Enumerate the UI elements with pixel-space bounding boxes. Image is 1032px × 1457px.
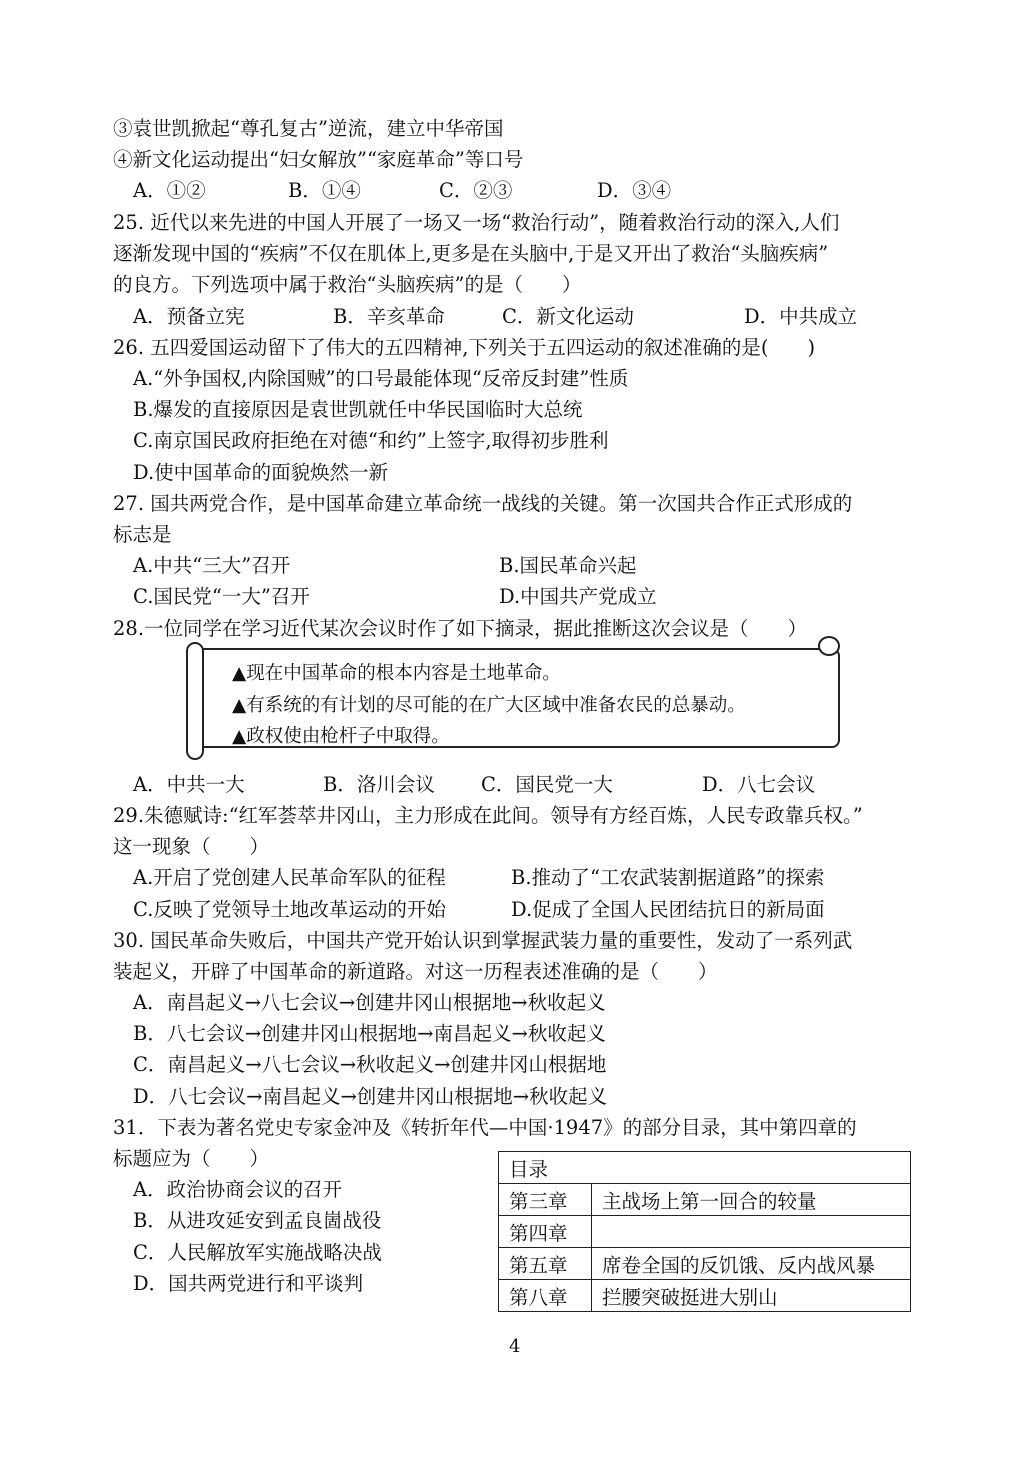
- scroll-quote-3: ▲政权使由枪杆子中取得。: [232, 726, 450, 747]
- scroll-curl-right: [818, 636, 840, 656]
- q31-stem-line2: 标题应为（ ）: [113, 1147, 270, 1170]
- q30-option-a: A．南昌起义→八七会议→创建井冈山根据地→秋收起义: [133, 991, 606, 1014]
- q26-stem: 26. 五四爱国运动留下了伟大的五四精神,下列关于五四运动的叙述准确的是( ): [113, 336, 816, 359]
- q26-option-c: C.南京国民政府拒绝在对德“和约”上签字,取得初步胜利: [133, 429, 609, 452]
- q25-option-c: C．新文化运动: [502, 305, 634, 328]
- q29-option-b: B.推动了“工农武装割据道路”的探索: [511, 866, 825, 889]
- quote-scroll: [196, 648, 840, 748]
- q25-stem-line3: 的良方。下列选项中属于救治“头脑疾病”的是（ ）: [113, 273, 582, 296]
- toc-header: 目录: [499, 1152, 911, 1184]
- q26-option-d: D.使中国革命的面貌焕然一新: [133, 461, 389, 484]
- q24-statement-4: ④新文化运动提出“妇女解放”“家庭革命”等口号: [113, 148, 524, 171]
- q24-statement-3: ③袁世凯掀起“尊孔复古”逆流，建立中华帝国: [113, 117, 504, 140]
- toc-chapter: 第四章: [499, 1216, 592, 1248]
- q31-option-c: C．人民解放军实施战略决战: [133, 1241, 382, 1264]
- table-row: [499, 1216, 911, 1248]
- q29-option-c: C.反映了党领导土地改革运动的开始: [133, 898, 446, 921]
- table-row: [499, 1280, 911, 1312]
- toc-title: [592, 1216, 911, 1248]
- q31-stem-line1: 31．下表为著名党史专家金冲及《转折年代—中国·1947》的部分目录，其中第四章的: [113, 1116, 857, 1139]
- q30-option-d: D．八七会议→南昌起义→创建井冈山根据地→秋收起义: [133, 1085, 608, 1108]
- q28-option-a: A．中共一大: [133, 773, 245, 796]
- q25-stem-line1: 25. 近代以来先进的中国人开展了一场又一场“救治行动”，随着救治行动的深入,人们: [113, 211, 840, 234]
- toc-header-row: [499, 1152, 911, 1184]
- q25-option-b: B．辛亥革命: [333, 305, 445, 328]
- q30-option-c: C．南昌起义→八七会议→秋收起义→创建井冈山根据地: [133, 1053, 607, 1076]
- q26-option-b: B.爆发的直接原因是袁世凯就任中华民国临时大总统: [133, 398, 583, 421]
- scroll-curl-left: [186, 642, 204, 760]
- q27-option-c: C.国民党“一大”召开: [133, 585, 310, 608]
- q31-option-a: A．政治协商会议的召开: [133, 1178, 343, 1201]
- q27-option-d: D.中国共产党成立: [499, 585, 657, 608]
- q29-stem-line2: 这一现象（ ）: [113, 835, 270, 858]
- q25-option-a: A．预备立宪: [133, 305, 245, 328]
- q28-option-b: B．洛川会议: [323, 773, 435, 796]
- q31-option-b: B．从进攻延安到孟良崮战役: [133, 1209, 382, 1232]
- q27-stem-line2: 标志是: [113, 523, 172, 546]
- scroll-quote-1: ▲现在中国革命的根本内容是土地革命。: [232, 663, 561, 684]
- toc-title: 席卷全国的反饥饿、反内战风暴: [592, 1248, 911, 1280]
- q25-stem-line2: 逐渐发现中国的“疾病”不仅在肌体上,更多是在头脑中,于是又开出了救治“头脑疾病”: [113, 242, 829, 265]
- q29-option-a: A.开启了党创建人民革命军队的征程: [133, 866, 446, 889]
- table-row: [499, 1184, 911, 1216]
- toc-title: 拦腰突破挺进大别山: [592, 1280, 911, 1312]
- scroll-quote-2: ▲有系统的有计划的尽可能的在广大区域中准备农民的总暴动。: [232, 695, 746, 716]
- q27-option-a: A.中共“三大”召开: [133, 554, 291, 577]
- q30-option-b: B．八七会议→创建井冈山根据地→南昌起义→秋收起义: [133, 1022, 606, 1045]
- toc-chapter: 第八章: [499, 1280, 592, 1312]
- q29-stem-line1: 29.朱德赋诗:“红军荟萃井冈山，主力形成在此间。领导有方经百炼，人民专政靠兵权。”: [113, 804, 863, 827]
- toc-table: [498, 1151, 911, 1312]
- q27-option-b: B.国民革命兴起: [499, 554, 637, 577]
- table-row: [499, 1248, 911, 1280]
- q28-stem: 28.一位同学在学习近代某次会议时作了如下摘录，据此推断这次会议是（ ）: [113, 617, 808, 640]
- q30-stem-line2: 装起义，开辟了中国革命的新道路。对这一历程表述准确的是（ ）: [113, 960, 718, 983]
- q24-option-d: D．③④: [597, 179, 672, 202]
- q25-option-d: D．中共成立: [744, 305, 858, 328]
- q30-stem-line1: 30. 国民革命失败后，中国共产党开始认识到掌握武装力量的重要性，发动了一系列武: [113, 929, 853, 952]
- q28-option-d: D．八七会议: [702, 773, 816, 796]
- page-number: 4: [509, 1336, 521, 1357]
- toc-chapter: 第五章: [499, 1248, 592, 1280]
- q29-option-d: D.促成了全国人民团结抗日的新局面: [511, 898, 825, 921]
- q31-option-d: D．国共两党进行和平谈判: [133, 1272, 364, 1295]
- q28-option-c: C．国民党一大: [481, 773, 613, 796]
- q24-option-b: B．①④: [288, 179, 361, 202]
- q24-option-a: A．①②: [133, 179, 206, 202]
- q27-stem-line1: 27. 国共两党合作，是中国革命建立革命统一战线的关键。第一次国共合作正式形成的: [113, 492, 853, 515]
- toc-chapter: 第三章: [499, 1184, 592, 1216]
- q24-option-c: C．②③: [439, 179, 513, 202]
- q26-option-a: A.“外争国权,内除国贼”的口号最能体现“反帝反封建”性质: [133, 367, 629, 390]
- toc-title: 主战场上第一回合的较量: [592, 1184, 911, 1216]
